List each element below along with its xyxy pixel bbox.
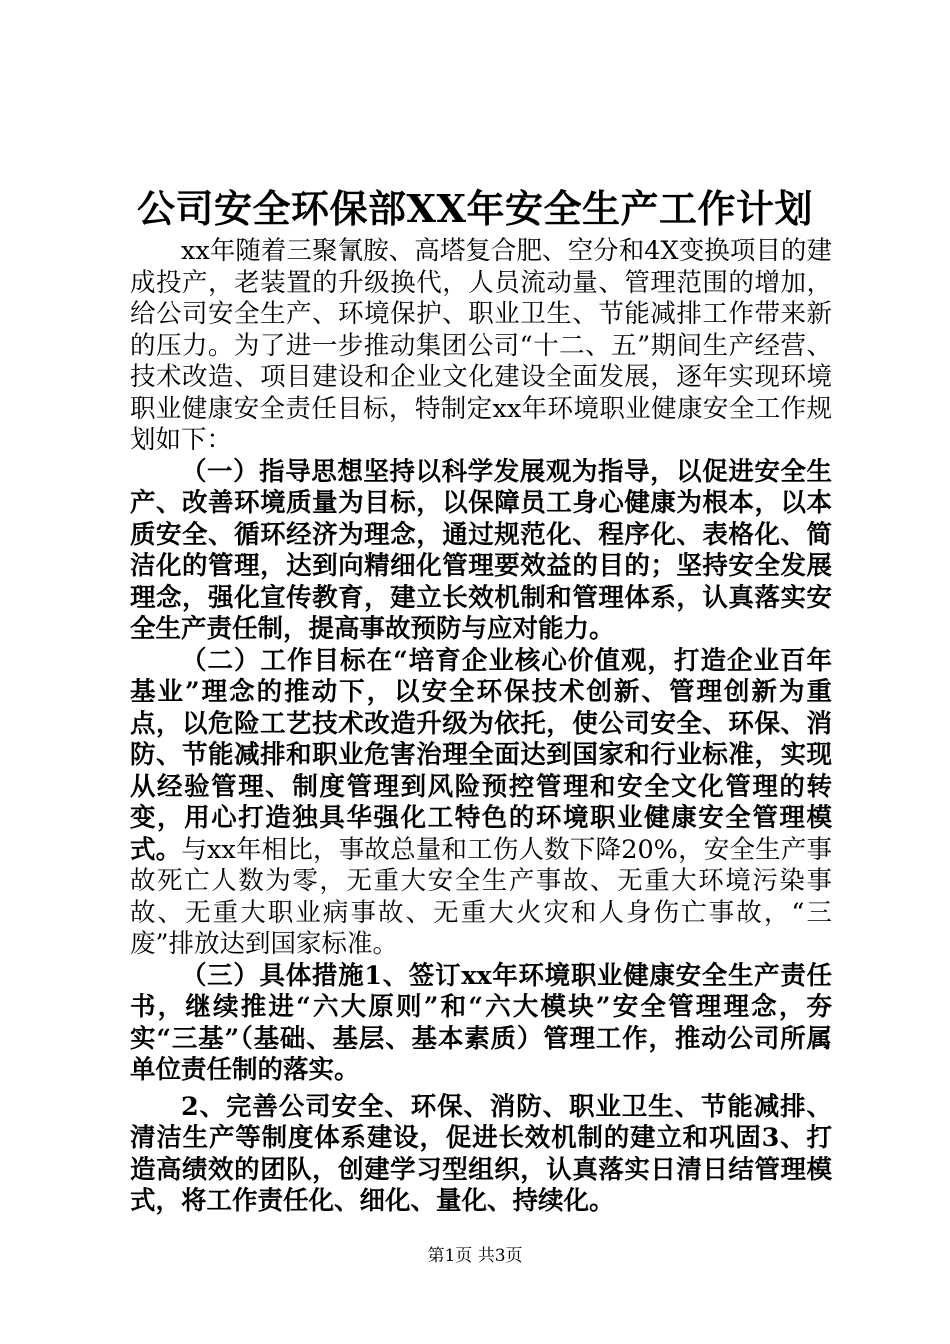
guiding-ideology-paragraph: （一）指导思想坚持以科学发展观为指导，以促进安全生产、改善环境质量为目标，以保障员工身心健康为根本，以本质安全、循环经济为理念，通过规范化、程序化、表格化、简洁化的管理，达到向精细化管理要效益的目的；坚持安全发展理念，强化宣传教育，建立长效机制和管理体系，认真落实安全生产责任制，提高事故预防与应对能力。 [130, 456, 832, 644]
work-objectives-paragraph [130, 646, 832, 961]
specific-measures-paragraph: （三）具体措施1、签订xx年环境职业健康安全生产责任书，继续推进“六大原则”和“六大模块”安全管理理念，夯实“三基”（基础、基层、基本素质）管理工作，推动公司所属单位责任制的落实。 [130, 960, 832, 1085]
work-objectives-text: （二）工作目标在“培育企业核心价值观，打造企业百年基业”理念的推动下，以安全环保技术创新、管理创新为重点，以危险工艺技术改造升级为依托，使公司安全、环保、消防、节能减排和职业危害治理全面达到国家和行业标准，实现从经验管理、制度管理到风险预控管理和安全文化管理的转变，用心打造独具华强化工特色的环境职业健康安全管理模式。 [130, 645, 832, 865]
document-body [130, 236, 832, 1218]
measures-continued-paragraph: 2、完善公司安全、环保、消防、职业卫生、节能减排、清洁生产等制度体系建设，促进长效机制的建立和巩固3、打造高绩效的团队，创建学习型组织，认真落实日清日结管理模式，将工作责任化、细化、量化、持续化。 [130, 1091, 832, 1216]
page-number-footer: 第1页 共3页 [427, 1246, 523, 1266]
intro-paragraph: xx年随着三聚氰胺、高塔复合肥、空分和4X变换项目的建成投产，老装置的升级换代，人员流动量、管理范围的增加，给公司安全生产、环境保护、职业卫生、节能减排工作带来新的压力。为了进一步推动集团公司“十二、五”期间生产经营、技术改造、项目建设和企业文化建设全面发展，逐年实现环境职业健康安全责任目标，特制定xx年环境职业健康安全工作规划如下： [130, 236, 832, 455]
document-title: 公司安全环保部XX年安全生产工作计划 [137, 186, 813, 231]
targets-text: 与xx年相比，事故总量和工伤人数下降20%，安全生产事故死亡人数为零，无重大安全生产事故、无重大环境污染事故、无重大职业病事故、无重大火灾和人身伤亡事故，“三废”排放达到国家标准。 [130, 834, 832, 959]
